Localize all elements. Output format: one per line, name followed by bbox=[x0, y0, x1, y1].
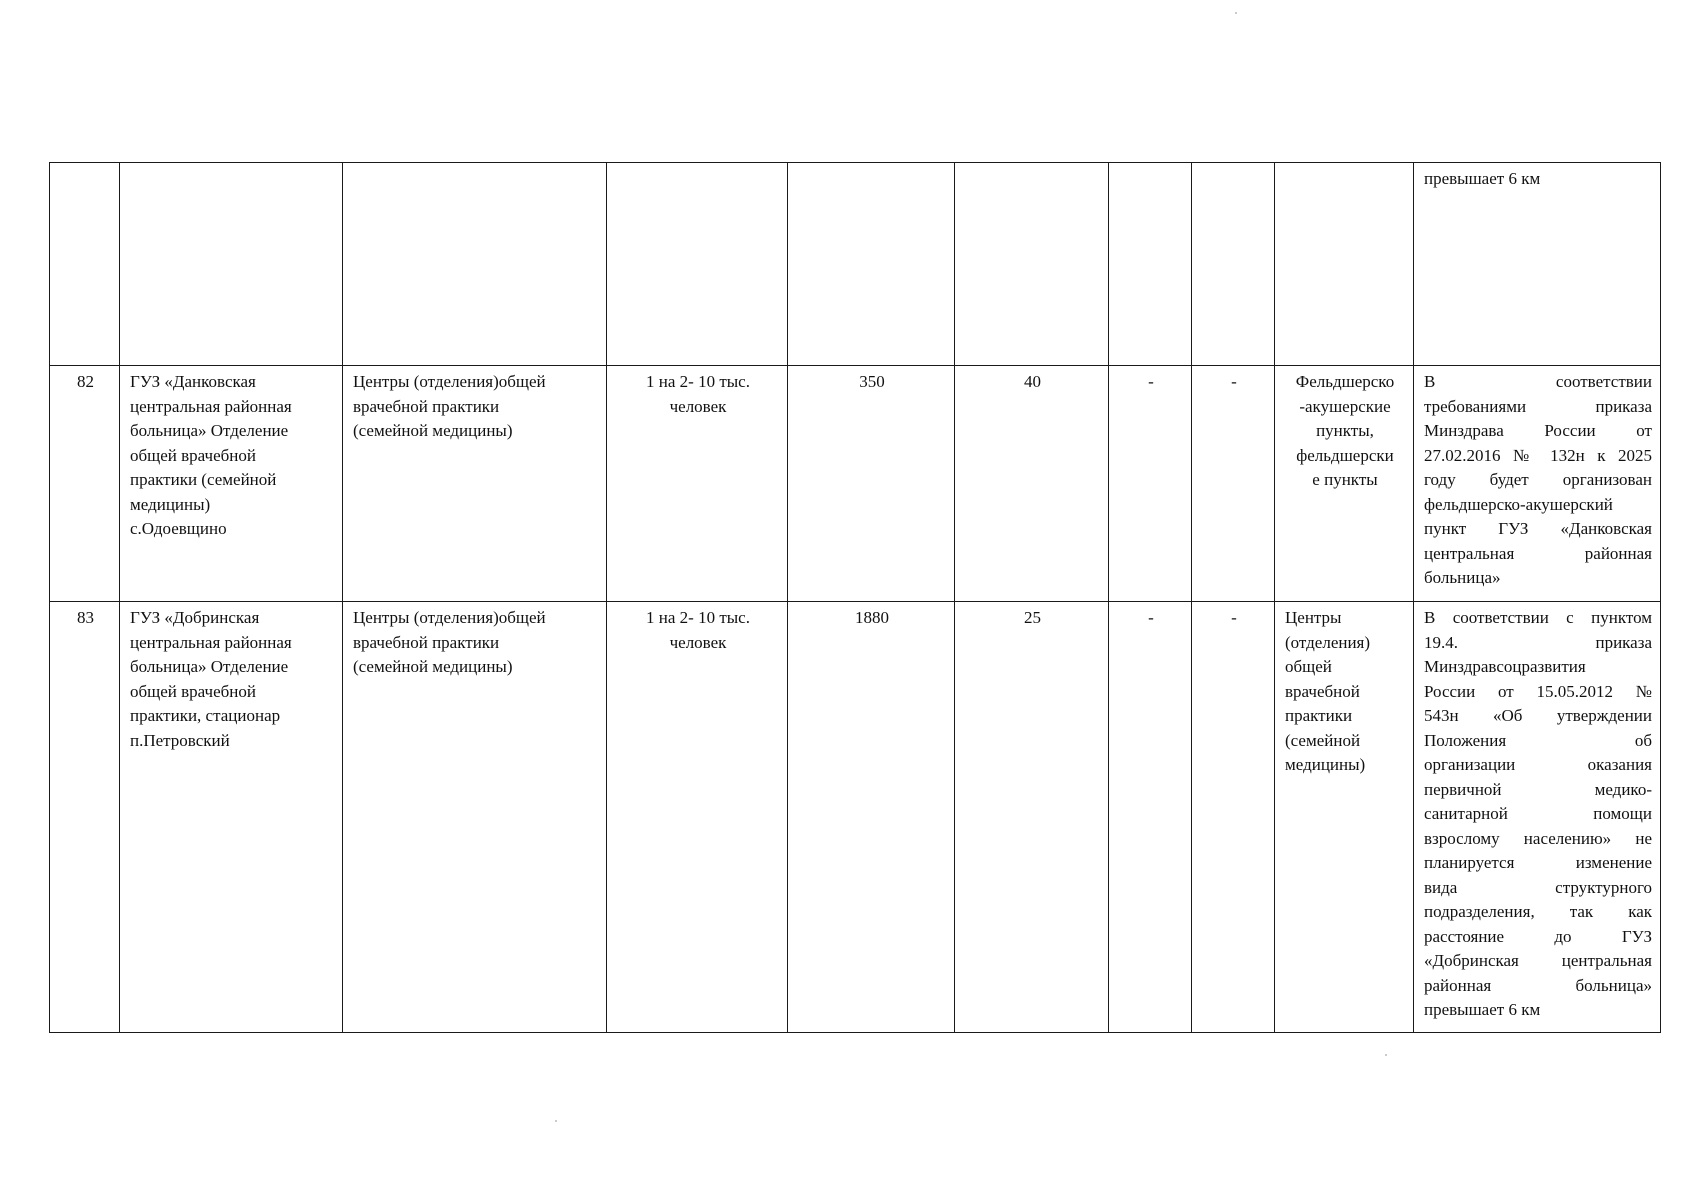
table-row bbox=[50, 602, 1661, 1033]
text-line: «Добринская центральная bbox=[1424, 951, 1652, 970]
text-line: Минздравсоцразвития bbox=[1424, 657, 1586, 676]
text-line: больница» bbox=[1424, 568, 1501, 587]
text-line: центральная районная bbox=[1424, 543, 1652, 563]
institution-cell bbox=[120, 602, 343, 1033]
text-line: 543н «Об утверждении bbox=[1424, 706, 1652, 725]
text-line: врачебной bbox=[1285, 681, 1360, 701]
text-line: Центры (отделения)общей bbox=[353, 372, 546, 391]
scan-speck bbox=[1235, 12, 1237, 14]
text-line: (семейной bbox=[1285, 730, 1361, 750]
text-line: медицины) bbox=[1285, 755, 1366, 774]
institution-cell bbox=[120, 366, 343, 602]
distance-cell: 25 bbox=[955, 602, 1109, 1033]
text-line: фельдшерски bbox=[1296, 445, 1394, 465]
text-line: взрослому населению» не bbox=[1424, 828, 1652, 848]
text-line: человек bbox=[669, 632, 727, 652]
unit-type-cell bbox=[343, 602, 607, 1033]
text-line: России от 15.05.2012 № bbox=[1424, 681, 1652, 701]
text-line: с.Одоевщино bbox=[130, 519, 227, 538]
text-line: е пункты bbox=[1312, 470, 1378, 489]
distance-cell bbox=[955, 163, 1109, 366]
text-line: Минздрава России от bbox=[1424, 421, 1652, 440]
norm-cell bbox=[607, 163, 788, 366]
text-line: году будет организован bbox=[1424, 470, 1652, 489]
population-cell: 350 bbox=[788, 366, 955, 602]
proposed-unit-cell bbox=[1275, 602, 1414, 1033]
text-line: ГУЗ «Добринская bbox=[130, 608, 260, 627]
column-7-cell: - bbox=[1109, 366, 1192, 602]
institution-cell bbox=[120, 163, 343, 366]
text-line: расстояние до ГУЗ bbox=[1424, 926, 1652, 946]
table-row bbox=[50, 163, 1661, 366]
unit-type-cell bbox=[343, 366, 607, 602]
text-line: пункт ГУЗ «Данковская bbox=[1424, 519, 1652, 538]
text-line: человек bbox=[669, 396, 727, 416]
norm-cell bbox=[607, 602, 788, 1033]
text-line: общей bbox=[1285, 657, 1332, 676]
text-line: Фельдшерско bbox=[1295, 372, 1395, 391]
text-line: общей врачебной bbox=[130, 445, 256, 465]
text-line: требованиями приказа bbox=[1424, 396, 1652, 416]
text-line: планируется изменение bbox=[1424, 853, 1652, 872]
column-7-cell bbox=[1109, 163, 1192, 366]
text-line: (семейной медицины) bbox=[353, 421, 513, 440]
column-7-cell: - bbox=[1109, 602, 1192, 1033]
text-line: п.Петровский bbox=[130, 730, 230, 750]
justification-cell bbox=[1414, 366, 1661, 602]
text-line: Положения об bbox=[1424, 730, 1652, 750]
text-line: организации оказания bbox=[1424, 755, 1652, 774]
column-8-cell: - bbox=[1192, 602, 1275, 1033]
text-line: первичной медико- bbox=[1424, 779, 1652, 799]
text-line: больница» Отделение bbox=[130, 657, 289, 676]
text-line: практики (семейной bbox=[130, 470, 277, 489]
text-line: 27.02.2016 № 132н к 2025 bbox=[1424, 445, 1652, 465]
text-line: В соответствии с пунктом bbox=[1424, 608, 1652, 627]
text-line: (семейной медицины) bbox=[353, 657, 513, 676]
text-line: центральная районная bbox=[130, 396, 292, 416]
text-line: практики, стационар bbox=[130, 706, 281, 725]
text-line: санитарной помощи bbox=[1424, 804, 1652, 823]
text-line: подразделения, так как bbox=[1424, 902, 1652, 921]
text-line: ГУЗ «Данковская bbox=[130, 372, 256, 391]
population-cell bbox=[788, 163, 955, 366]
text-line: районная больница» bbox=[1424, 975, 1652, 995]
text-line: вида структурного bbox=[1424, 877, 1652, 897]
text-line: врачебной практики bbox=[353, 632, 500, 652]
text-line: превышает 6 км bbox=[1424, 1000, 1541, 1019]
population-cell: 1880 bbox=[788, 602, 955, 1033]
justification-cell bbox=[1414, 602, 1661, 1033]
text-line: Центры bbox=[1285, 608, 1342, 627]
text-line: пункты, bbox=[1316, 421, 1374, 440]
distance-cell: 40 bbox=[955, 366, 1109, 602]
table-row bbox=[50, 366, 1661, 602]
text-line: -акушерские bbox=[1299, 396, 1391, 416]
facilities-table bbox=[49, 162, 1661, 1033]
unit-type-cell bbox=[343, 163, 607, 366]
text-line: практики bbox=[1285, 706, 1353, 725]
proposed-unit-cell bbox=[1275, 163, 1414, 366]
row-number-cell bbox=[50, 163, 120, 366]
scan-speck bbox=[1385, 1054, 1387, 1056]
column-8-cell bbox=[1192, 163, 1275, 366]
row-number-cell: 82 bbox=[50, 366, 120, 602]
scan-speck bbox=[555, 1120, 557, 1122]
text-line: больница» Отделение bbox=[130, 421, 289, 440]
text-line: 19.4. приказа bbox=[1424, 632, 1652, 652]
text-line: фельдшерско-акушерский bbox=[1424, 494, 1613, 514]
text-line: превышает 6 км bbox=[1424, 169, 1541, 188]
text-line: центральная районная bbox=[130, 632, 292, 652]
text-line: медицины) bbox=[130, 494, 211, 514]
text-line: общей врачебной bbox=[130, 681, 256, 701]
proposed-unit-cell bbox=[1275, 366, 1414, 602]
text-line: 1 на 2- 10 тыс. bbox=[646, 372, 750, 391]
text-line: В соответствии bbox=[1424, 372, 1652, 391]
norm-cell bbox=[607, 366, 788, 602]
column-8-cell: - bbox=[1192, 366, 1275, 602]
text-line: 1 на 2- 10 тыс. bbox=[646, 608, 750, 627]
text-line: Центры (отделения)общей bbox=[353, 608, 546, 627]
row-number-cell: 83 bbox=[50, 602, 120, 1033]
text-line: (отделения) bbox=[1285, 632, 1371, 652]
text-line: врачебной практики bbox=[353, 396, 500, 416]
justification-cell bbox=[1414, 163, 1661, 366]
